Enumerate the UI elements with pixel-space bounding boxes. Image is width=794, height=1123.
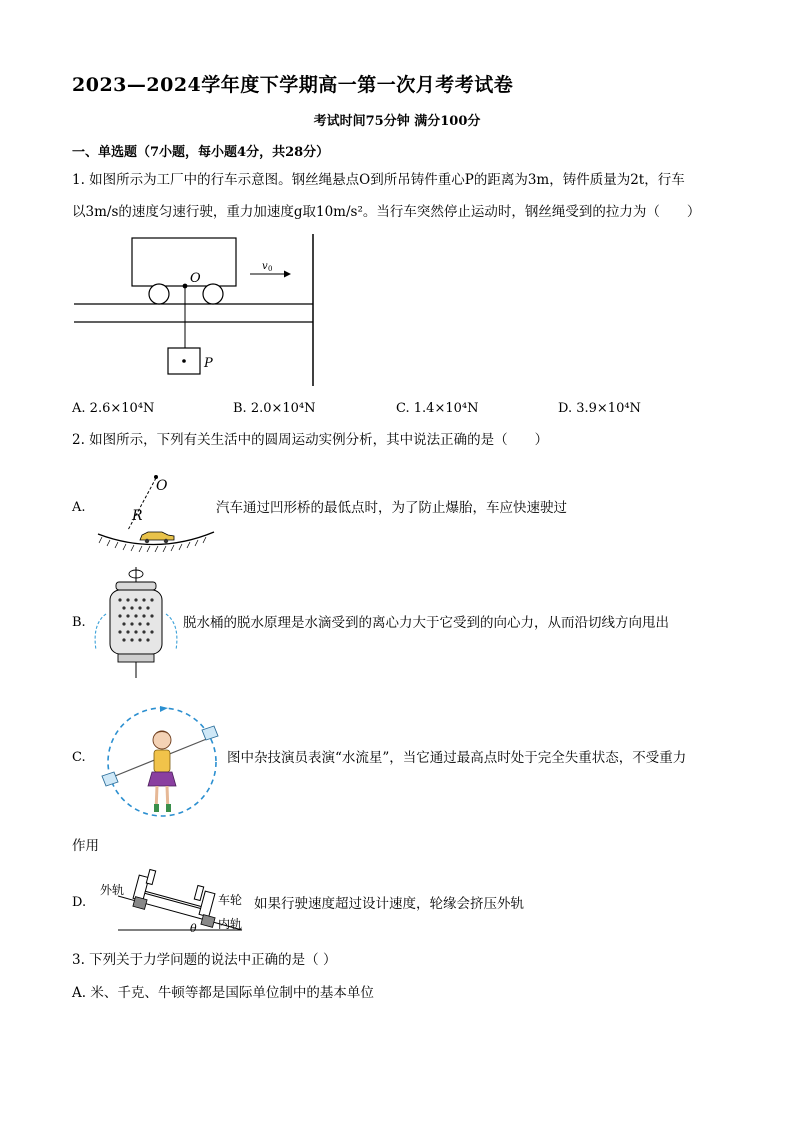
option-text: 米、千克、牛顿等都是国际单位制中的基本单位 xyxy=(90,985,374,1001)
path-arrowhead xyxy=(160,706,168,712)
cup-top-right xyxy=(202,726,218,740)
q2-option-c-continuation: 作用 xyxy=(72,838,99,854)
car-body xyxy=(140,532,174,540)
wheel-right xyxy=(203,284,223,304)
performer-skirt xyxy=(148,772,176,786)
inner-rail xyxy=(201,915,215,928)
label-o: O xyxy=(156,478,168,494)
performer-shirt xyxy=(154,750,170,772)
q1-option-d[interactable] xyxy=(558,401,641,416)
label-inner-rail: 内轨 xyxy=(218,917,243,931)
q2-option-a-label[interactable]: A. xyxy=(72,500,86,515)
outer-rail xyxy=(133,897,147,910)
exam-title: 2023—2024学年度下学期高一第一次月考考试卷 xyxy=(72,74,514,96)
q2-concave-bridge-figure xyxy=(94,470,218,552)
label-r: R xyxy=(132,508,143,524)
option-text: 3.9×10⁴N xyxy=(576,401,641,416)
q1-stem-line1: 1. 如图所示为工厂中的行车示意图。钢丝绳悬点O到所吊铸件重心P的距离为3m，铸件质量为2t，行车 xyxy=(72,172,685,188)
drum-top xyxy=(116,582,156,590)
q2-option-b-label[interactable]: B. xyxy=(72,615,86,630)
q2-option-a-text: 汽车通过凹形桥的最低点时，为了防止爆胎，车应快速驶过 xyxy=(216,500,567,516)
q2-stem: 2. 如图所示，下列有关生活中的圆周运动实例分析，其中说法正确的是（ ） xyxy=(72,432,549,448)
option-label: D. xyxy=(558,401,573,416)
car-wheel-front xyxy=(145,539,149,543)
q3-stem: 3. 下列关于力学问题的说法中正确的是（ ） xyxy=(72,952,337,968)
label-v0-sub: 0 xyxy=(268,265,273,273)
water-path-right xyxy=(166,614,177,650)
q2-option-c-text: 图中杂技演员表演“水流星”，当它通过最高点时处于完全失重状态，不受重力 xyxy=(227,750,687,766)
water-path-left xyxy=(95,614,106,650)
drum-base xyxy=(118,654,154,662)
label-wheel: 车轮 xyxy=(218,893,243,907)
label-o: O xyxy=(190,271,201,286)
option-label: A. xyxy=(72,401,86,416)
performer-sock-right xyxy=(166,804,171,812)
performer-head xyxy=(153,731,171,749)
q2-option-b-text: 脱水桶的脱水原理是水滴受到的离心力大于它受到的向心力，从而沿切线方向甩出 xyxy=(183,615,669,631)
velocity-arrowhead xyxy=(284,271,291,278)
option-text: 2.6×10⁴N xyxy=(89,401,155,416)
flange-right xyxy=(194,885,203,900)
q1-option-b[interactable] xyxy=(233,401,316,416)
exam-subtitle: 考试时间75分钟 满分100分 xyxy=(313,114,481,129)
q2-spin-dryer-figure xyxy=(88,564,184,682)
option-text: 2.0×10⁴N xyxy=(250,401,316,416)
q1-option-a[interactable] xyxy=(72,401,154,416)
section-heading: 一、单选题（7小题，每小题4分，共28分） xyxy=(72,145,330,160)
label-v0: v xyxy=(262,261,268,272)
label-theta: θ xyxy=(190,922,197,935)
q1-stem-line2: 以3m/s的速度匀速行驶，重力加速度g取10m/s²。当行车突然停止运动时，钢丝绳受到的拉力为（ ） xyxy=(72,204,701,220)
option-label: C. xyxy=(396,401,410,416)
q2-option-d-label[interactable]: D. xyxy=(72,895,87,910)
q2-option-d-text: 如果行驶速度超过设计速度，轮缘会挤压外轨 xyxy=(254,896,524,912)
wheel-left xyxy=(149,284,169,304)
option-label: A. xyxy=(72,985,87,1001)
q1-option-c[interactable] xyxy=(396,401,478,416)
point-p xyxy=(182,359,186,363)
label-outer-rail: 外轨 xyxy=(100,883,125,897)
flange-left xyxy=(146,869,155,884)
option-text: 1.4×10⁴N xyxy=(413,401,479,416)
q2-option-c-label[interactable]: C. xyxy=(72,750,86,765)
q2-water-meteor-figure xyxy=(96,696,228,826)
car-wheel-rear xyxy=(164,539,168,543)
trolley-box xyxy=(132,238,236,286)
q2-banked-rail-figure xyxy=(82,864,254,936)
performer-sock-left xyxy=(154,804,159,812)
cup-bottom-left xyxy=(102,772,118,786)
q3-option-a[interactable] xyxy=(72,983,374,1003)
q1-crane-figure xyxy=(72,232,332,390)
option-label: B. xyxy=(233,401,247,416)
label-p: P xyxy=(204,356,213,371)
